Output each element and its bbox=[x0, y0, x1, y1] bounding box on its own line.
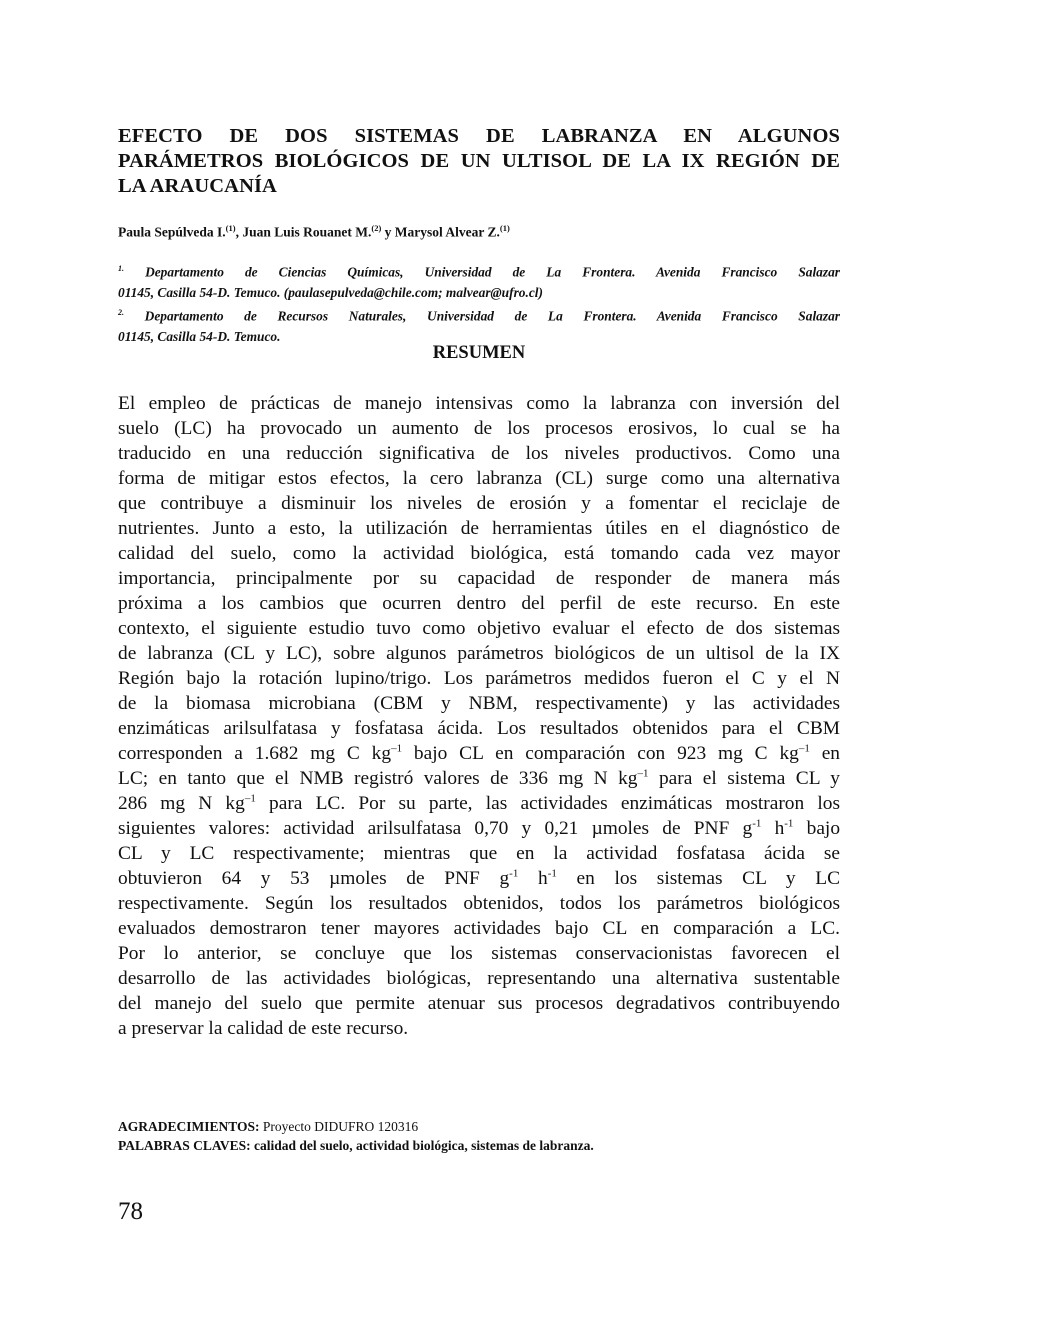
acknowledgements bbox=[118, 1117, 418, 1136]
exponent: –1 bbox=[798, 742, 810, 755]
abstract-line bbox=[118, 766, 840, 791]
exponent: –1 bbox=[637, 767, 649, 780]
author-name: Paula Sepúlveda I. bbox=[118, 224, 226, 240]
author-list bbox=[118, 219, 510, 242]
text-run: bajo bbox=[793, 818, 841, 839]
keywords-label: PALABRAS CLAVES: bbox=[118, 1138, 251, 1153]
abstract-line: respectivamente. Según los resultados obtenidos, todos los parámetros biológicos bbox=[118, 893, 840, 914]
keywords bbox=[118, 1136, 594, 1155]
text-run: 286 mg N kg bbox=[118, 793, 245, 814]
text-run: h bbox=[518, 868, 548, 889]
text-run: en bbox=[809, 743, 841, 764]
affiliation-line: 01145, Casilla 54-D. Temuco. (paulasepulveda@chile.com; malvear@ufro.cl) bbox=[118, 284, 543, 300]
affiliation-line: 01145, Casilla 54-D. Temuco. bbox=[118, 329, 281, 345]
affiliation-text: Departamento de Recursos Naturales, Universidad de La Frontera. Avenida Francisco Salazar bbox=[144, 308, 840, 324]
abstract-line bbox=[118, 816, 840, 841]
abstract-line: CL y LC respectivamente; mientras que en la actividad fosfatasa ácida se bbox=[118, 843, 840, 864]
page-number: 78 bbox=[118, 1198, 143, 1225]
affiliation-number: 1. bbox=[118, 264, 124, 273]
exponent: -1 bbox=[752, 817, 762, 830]
text-run: LC; en tanto que el NMB registró valores de 336 mg N kg bbox=[118, 768, 638, 789]
section-heading-resumen: RESUMEN bbox=[432, 343, 526, 363]
abstract-line: del manejo del suelo que permite atenuar sus procesos degradativos contribuyendo bbox=[118, 993, 840, 1014]
exponent: -1 bbox=[509, 867, 519, 880]
author-affiliation-ref: (1) bbox=[225, 223, 236, 233]
abstract-line: calidad del suelo, como la actividad biológica, está tomando cada vez mayor bbox=[118, 543, 840, 564]
author-name: Marysol Alvear Z. bbox=[394, 224, 500, 240]
abstract-line: contexto, el siguiente estudio tuvo como objetivo evaluar el efecto de dos sistemas bbox=[118, 618, 840, 639]
title-line: EFECTO DE DOS SISTEMAS DE LABRANZA EN ALGUNOS bbox=[118, 125, 840, 147]
exponent: -1 bbox=[784, 817, 794, 830]
affiliations bbox=[118, 259, 840, 348]
abstract-line: importancia, principalmente por su capacidad de responder de manera más bbox=[118, 568, 840, 589]
affiliation-line bbox=[118, 259, 840, 283]
abstract-line bbox=[118, 791, 840, 816]
text-run: para el sistema CL y bbox=[648, 768, 841, 789]
abstract-line: de labranza (CL y LC), sobre algunos parámetros biológicos de un ultisol de la IX bbox=[118, 643, 840, 664]
abstract-line: Por lo anterior, se concluye que los sistemas conservacionistas favorecen el bbox=[118, 943, 840, 964]
exponent: –1 bbox=[391, 742, 403, 755]
abstract-body bbox=[118, 391, 840, 1041]
abstract-line: suelo (LC) ha provocado un aumento de los procesos erosivos, lo cual se ha bbox=[118, 418, 840, 439]
affiliation-text: Departamento de Ciencias Químicas, Universidad de La Frontera. Avenida Francisco Salazar bbox=[145, 264, 840, 280]
affiliation-number: 2. bbox=[118, 308, 124, 318]
abstract-line: traducido en una reducción significativa de los niveles productivos. Como una bbox=[118, 443, 840, 464]
abstract-line: evaluados demostraron tener mayores actividades bajo CL en comparación a LC. bbox=[118, 918, 840, 939]
abstract-line bbox=[118, 741, 840, 766]
text-run: para LC. Por su parte, las actividades enzimáticas mostraron los bbox=[255, 793, 840, 814]
title-line: PARÁMETROS BIOLÓGICOS DE UN ULTISOL DE LA IX REGIÓN DE bbox=[118, 150, 840, 172]
acknowledgements-text: Proyecto DIDUFRO 120316 bbox=[259, 1119, 419, 1134]
abstract-line: Región bajo la rotación lupino/trigo. Los parámetros medidos fueron el C y el N bbox=[118, 668, 840, 689]
paper-title bbox=[118, 124, 840, 199]
text-run: bajo CL en comparación con 923 mg C kg bbox=[402, 743, 799, 764]
text-run: h bbox=[761, 818, 785, 839]
text-run: corresponden a 1.682 mg C kg bbox=[118, 743, 392, 764]
text-run: siguientes valores: actividad arilsulfatasa 0,70 y 0,21 µmoles de PNF g bbox=[118, 818, 753, 839]
abstract-line: que contribuye a disminuir los niveles de erosión y a fomentar el reciclaje de bbox=[118, 493, 840, 514]
abstract-line: próxima a los cambios que ocurren dentro del perfil de este recurso. En este bbox=[118, 593, 840, 614]
author-affiliation-ref: (2) bbox=[371, 223, 382, 233]
abstract-line: nutrientes. Junto a esto, la utilización de herramientas útiles en el diagnóstico de bbox=[118, 518, 840, 539]
author-separator: y bbox=[381, 224, 395, 240]
exponent: -1 bbox=[547, 867, 557, 880]
abstract-line: enzimáticas arilsulfatasa y fosfatasa ácida. Los resultados obtenidos para el CBM bbox=[118, 718, 840, 739]
text-run: obtuvieron 64 y 53 µmoles de PNF g bbox=[118, 868, 510, 889]
acknowledgements-label: AGRADECIMIENTOS: bbox=[118, 1119, 260, 1134]
exponent: –1 bbox=[244, 792, 256, 805]
abstract-line: de la biomasa microbiana (CBM y NBM, respectivamente) y las actividades bbox=[118, 693, 840, 714]
abstract-line: desarrollo de las actividades biológicas, representando una alternativa sustentable bbox=[118, 968, 840, 989]
keywords-text: calidad del suelo, actividad biológica, sistemas de labranza. bbox=[250, 1138, 594, 1153]
author-name: Juan Luis Rouanet M. bbox=[242, 224, 372, 240]
author-affiliation-ref: (1) bbox=[499, 223, 510, 233]
abstract-line: forma de mitigar estos efectos, la cero labranza (CL) surge como una alternativa bbox=[118, 468, 840, 489]
author-separator: , bbox=[235, 224, 243, 240]
abstract-line bbox=[118, 866, 840, 891]
title-line: LA ARAUCANÍA bbox=[118, 175, 277, 197]
text-run: en los sistemas CL y LC bbox=[556, 868, 840, 889]
affiliation-line bbox=[118, 303, 840, 327]
abstract-line: a preservar la calidad de este recurso. bbox=[118, 1018, 409, 1039]
abstract-line: El empleo de prácticas de manejo intensivas como la labranza con inversión del bbox=[118, 393, 840, 414]
